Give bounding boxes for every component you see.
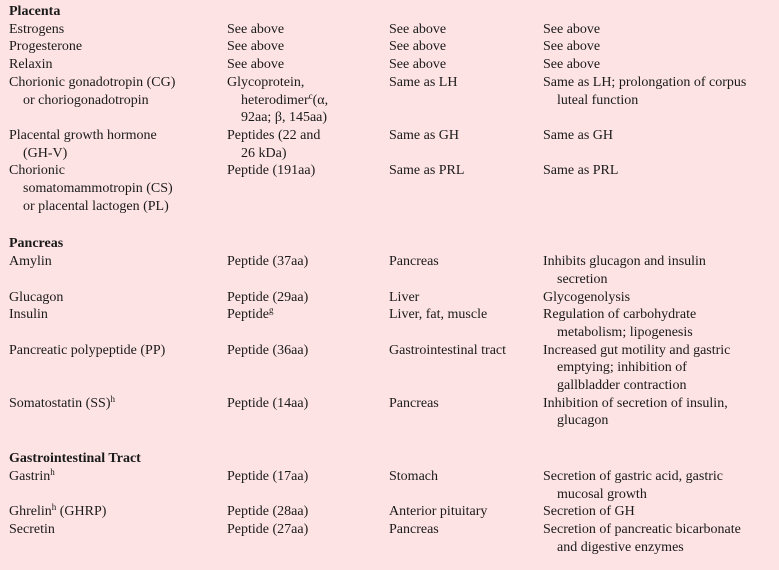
table-row xyxy=(9,21,779,39)
cell-text: Inhibits glucagon and insulin secretion xyxy=(543,254,706,287)
cell-target xyxy=(389,38,543,56)
cell-action xyxy=(543,162,779,215)
cell-text xyxy=(9,395,227,413)
cell-text: Same as LH; prolongation of corpus luteal function xyxy=(543,74,747,108)
section-header-row xyxy=(9,430,779,468)
cell-target xyxy=(389,253,543,288)
cell-target xyxy=(389,21,543,39)
cell-text: Increased gut motility and gastric emptying; inhibition of gallbladder contraction xyxy=(543,342,731,394)
table-row xyxy=(9,38,779,56)
cell-text: See above xyxy=(389,57,447,73)
cell-structure xyxy=(227,56,389,74)
cell-target xyxy=(389,162,543,215)
cell-structure xyxy=(227,342,389,395)
cell-text: Secretion of GH xyxy=(543,504,635,520)
cell-structure xyxy=(227,127,389,162)
table-row xyxy=(9,74,779,127)
cell-text: Peptide (37aa) xyxy=(227,254,309,270)
cell-text-main: Ghrelin xyxy=(9,504,52,520)
cell-text: See above xyxy=(389,21,447,37)
cell-text-main: Gastrin xyxy=(9,468,51,484)
cell-text: Glycogenolysis xyxy=(543,289,631,305)
cell-text: See above xyxy=(227,57,285,73)
cell-hormone xyxy=(9,289,227,307)
cell-target xyxy=(389,521,543,556)
cell-hormone xyxy=(9,503,227,521)
cell-target xyxy=(389,74,543,127)
cell-target xyxy=(389,342,543,395)
footnote-marker: c xyxy=(308,90,313,101)
cell-structure xyxy=(227,21,389,39)
table-row xyxy=(9,289,779,307)
cell-text: See above xyxy=(389,39,447,55)
cell-text-rest: (α, 92aa; β, 145aa) xyxy=(241,92,329,126)
cell-hormone xyxy=(9,468,227,503)
cell-text: Chorionic gonadotropin (CG) or choriogonadotropin xyxy=(9,74,176,108)
footnote-marker: g xyxy=(269,305,274,316)
section-header-row xyxy=(9,3,779,21)
cell-target xyxy=(389,127,543,162)
cell-text xyxy=(227,306,389,324)
cell-text-main: Glycoprotein, heterodimer xyxy=(227,74,309,108)
cell-structure xyxy=(227,306,389,341)
cell-text: Secretion of gastric acid, gastric mucosal growth xyxy=(543,468,723,502)
cell-text: See above xyxy=(543,57,601,73)
cell-hormone xyxy=(9,253,227,288)
table-row xyxy=(9,342,779,395)
cell-text: Peptide (17aa) xyxy=(227,468,309,484)
cell-text: Relaxin xyxy=(9,57,53,73)
table-row xyxy=(9,521,779,556)
cell-action xyxy=(543,21,779,39)
cell-text: Inhibition of secretion of insulin, glucagon xyxy=(543,395,728,429)
cell-text: Progesterone xyxy=(9,39,83,55)
cell-target xyxy=(389,395,543,430)
cell-text: Insulin xyxy=(9,307,48,323)
cell-structure xyxy=(227,521,389,556)
cell-text: Amylin xyxy=(9,254,52,270)
footnote-marker: h xyxy=(50,466,55,477)
cell-hormone xyxy=(9,74,227,127)
cell-text: Stomach xyxy=(389,468,438,484)
cell-action xyxy=(543,468,779,503)
cell-text-main: Somatostatin (SS) xyxy=(9,395,111,411)
table-row xyxy=(9,395,779,430)
cell-action xyxy=(543,56,779,74)
cell-hormone xyxy=(9,395,227,430)
cell-text: Estrogens xyxy=(9,21,65,37)
cell-text: Pancreatic polypeptide (PP) xyxy=(9,342,166,358)
cell-target xyxy=(389,306,543,341)
section-header-row xyxy=(9,215,779,253)
cell-text: Gastrointestinal tract xyxy=(389,342,507,358)
table-row xyxy=(9,503,779,521)
cell-structure xyxy=(227,289,389,307)
table-row xyxy=(9,162,779,215)
table-row xyxy=(9,127,779,162)
cell-structure xyxy=(227,38,389,56)
cell-text: Glucagon xyxy=(9,289,64,305)
table-row xyxy=(9,468,779,503)
cell-action xyxy=(543,503,779,521)
cell-text: Peptides (22 and 26 kDa) xyxy=(227,127,321,161)
cell-hormone xyxy=(9,306,227,341)
cell-hormone xyxy=(9,521,227,556)
cell-text: Pancreas xyxy=(389,395,439,411)
cell-text xyxy=(9,503,227,521)
cell-text: Peptide (28aa) xyxy=(227,504,309,520)
cell-action xyxy=(543,306,779,341)
cell-action xyxy=(543,342,779,395)
cell-action xyxy=(543,74,779,127)
cell-text: Liver xyxy=(389,289,420,305)
cell-text: Peptide (14aa) xyxy=(227,395,309,411)
footnote-marker: h xyxy=(51,502,57,513)
cell-hormone xyxy=(9,56,227,74)
cell-text: Same as GH xyxy=(389,127,459,143)
cell-action xyxy=(543,395,779,430)
cell-target xyxy=(389,56,543,74)
cell-text-rest: (GHRP) xyxy=(56,504,107,520)
hormone-table xyxy=(9,3,779,556)
cell-action xyxy=(543,127,779,162)
cell-text: Anterior pituitary xyxy=(389,504,488,520)
table-row xyxy=(9,56,779,74)
footnote-marker: h xyxy=(110,393,116,404)
cell-text: Peptide (191aa) xyxy=(227,163,316,179)
cell-text-main: Peptide xyxy=(227,307,269,323)
cell-action xyxy=(543,521,779,556)
cell-target xyxy=(389,468,543,503)
cell-text: Peptide (36aa) xyxy=(227,342,309,358)
cell-structure xyxy=(227,253,389,288)
table-row xyxy=(9,306,779,341)
cell-hormone xyxy=(9,38,227,56)
cell-structure xyxy=(227,503,389,521)
cell-action xyxy=(543,38,779,56)
cell-text: See above xyxy=(227,21,285,37)
cell-text: Same as PRL xyxy=(389,163,465,179)
cell-structure xyxy=(227,74,389,127)
cell-text: See above xyxy=(543,21,601,37)
cell-hormone xyxy=(9,21,227,39)
cell-structure xyxy=(227,395,389,430)
cell-structure xyxy=(227,468,389,503)
section-title: Pancreas xyxy=(9,236,64,252)
cell-action xyxy=(543,289,779,307)
cell-target xyxy=(389,503,543,521)
hormone-table-document xyxy=(9,3,779,556)
cell-target xyxy=(389,289,543,307)
section-title: Placenta xyxy=(9,4,61,19)
cell-text: Peptide (29aa) xyxy=(227,289,309,305)
cell-text: Same as PRL xyxy=(543,163,619,179)
cell-text: Peptide (27aa) xyxy=(227,521,309,537)
cell-hormone xyxy=(9,342,227,395)
cell-action xyxy=(543,253,779,288)
cell-text: See above xyxy=(227,39,285,55)
cell-text: Same as LH xyxy=(389,74,458,90)
cell-structure xyxy=(227,162,389,215)
cell-text: Liver, fat, muscle xyxy=(389,307,488,323)
table-row xyxy=(9,253,779,288)
cell-text xyxy=(227,74,389,127)
cell-text: Regulation of carbohydrate metabolism; lipogenesis xyxy=(543,307,697,340)
cell-text: Secretion of pancreatic bicarbonate and digestive enzymes xyxy=(543,521,741,555)
section-title: Gastrointestinal Tract xyxy=(9,451,141,467)
cell-hormone xyxy=(9,127,227,162)
cell-hormone xyxy=(9,162,227,215)
cell-text: Pancreas xyxy=(389,521,439,537)
cell-text: Pancreas xyxy=(389,254,439,270)
cell-text xyxy=(9,468,227,486)
cell-text: Secretin xyxy=(9,521,55,537)
cell-text: Chorionic somatomammotropin (CS) or placental lactogen (PL) xyxy=(9,163,173,214)
cell-text: Same as GH xyxy=(543,127,613,143)
cell-text: See above xyxy=(543,39,601,55)
cell-text: Placental growth hormone (GH-V) xyxy=(9,127,157,161)
